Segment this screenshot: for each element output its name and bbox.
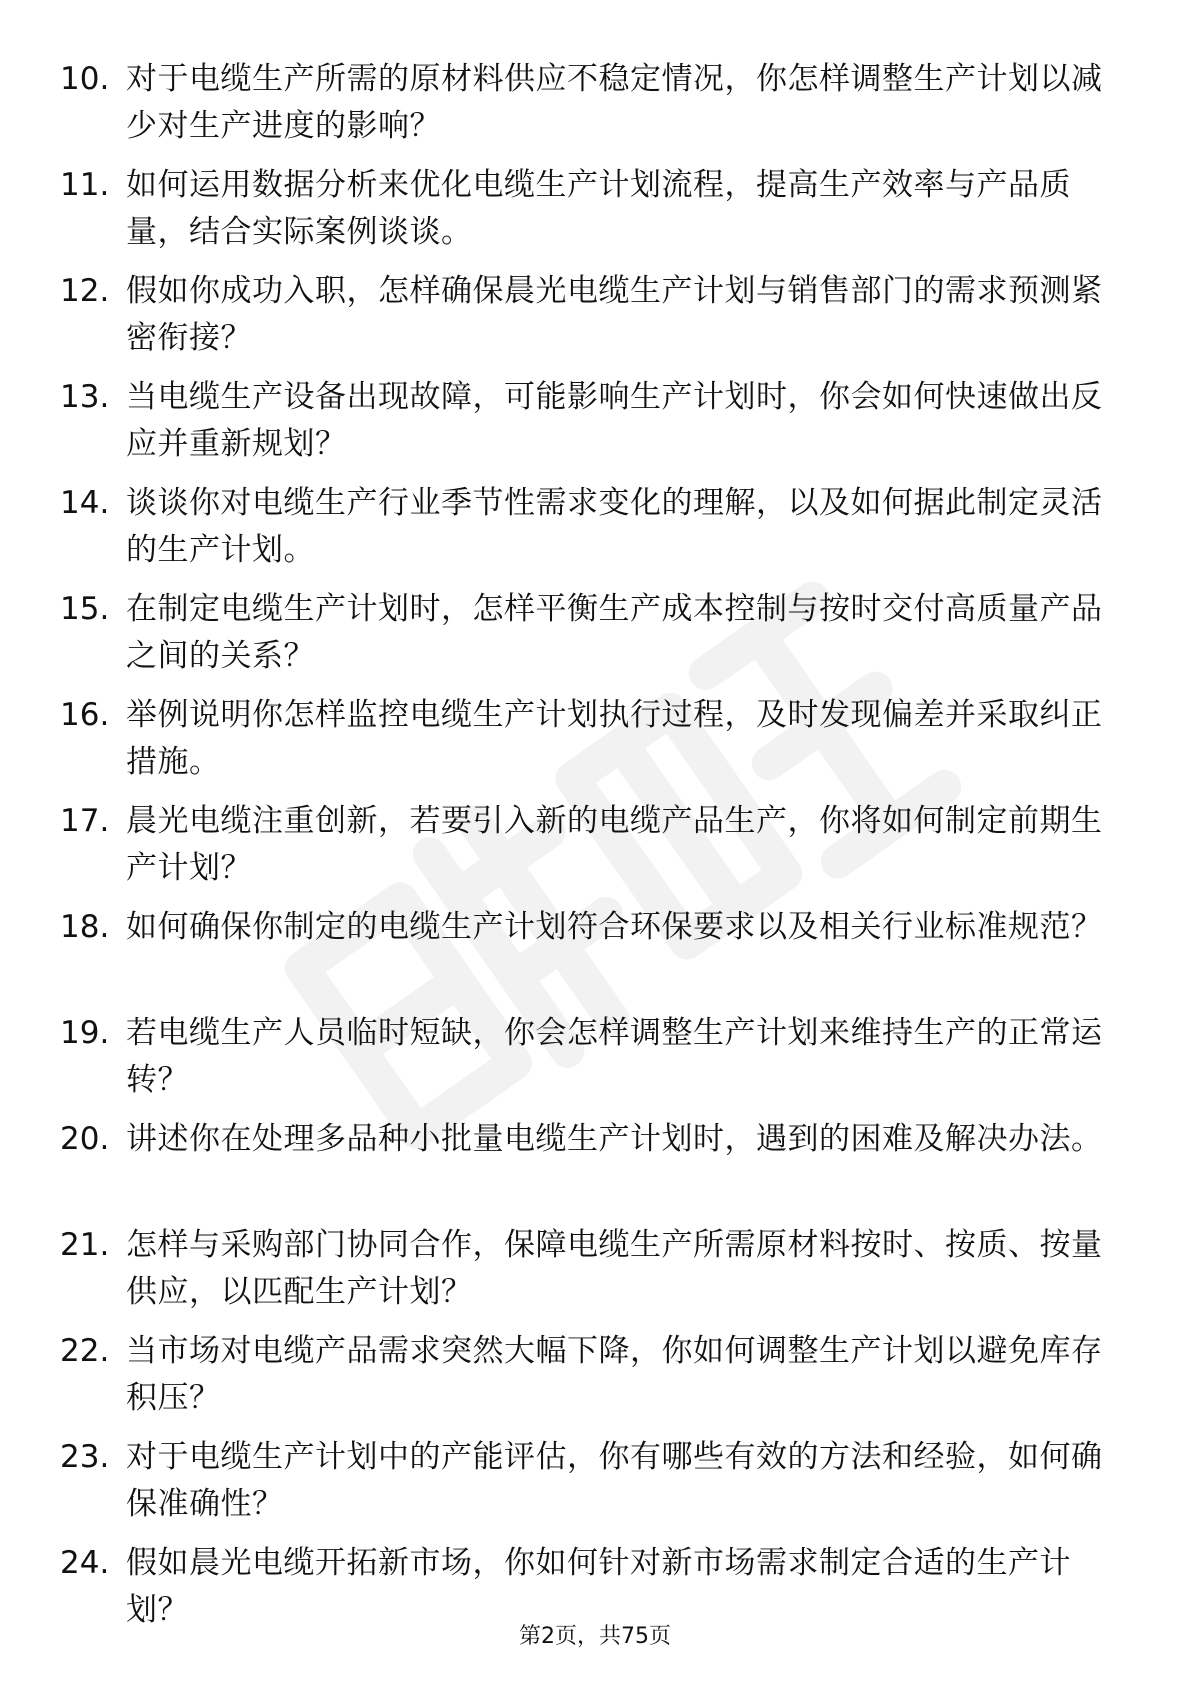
list-item — [60, 56, 1120, 162]
question-list — [60, 56, 1120, 1646]
question-text: 举例说明你怎样监控电缆生产计划执行过程，及时发现偏差并采取纠正措施。 — [126, 697, 1103, 780]
question-number: 18. — [60, 909, 110, 945]
list-item — [60, 374, 1120, 480]
list-item — [60, 586, 1120, 692]
question-text: 对于电缆生产所需的原材料供应不稳定情况，你怎样调整生产计划以减少对生产进度的影响？ — [126, 61, 1103, 144]
question-text: 对于电缆生产计划中的产能评估，你有哪些有效的方法和经验，如何确保准确性？ — [126, 1439, 1103, 1522]
page-number-label: 第2页，共75页 — [519, 1624, 671, 1649]
question-number: 12. — [60, 273, 110, 309]
question-text: 若电缆生产人员临时短缺，你会怎样调整生产计划来维持生产的正常运转？ — [126, 1015, 1103, 1098]
question-number: 22. — [60, 1333, 110, 1369]
question-number: 23. — [60, 1439, 110, 1475]
list-item — [60, 1222, 1120, 1328]
question-number: 11. — [60, 167, 110, 203]
question-text: 晨光电缆注重创新，若要引入新的电缆产品生产，你将如何制定前期生产计划？ — [126, 803, 1103, 886]
question-number: 21. — [60, 1227, 110, 1263]
question-number: 19. — [60, 1015, 110, 1051]
question-number: 15. — [60, 591, 110, 627]
question-number: 20. — [60, 1121, 110, 1157]
list-item — [60, 798, 1120, 904]
question-text: 讲述你在处理多品种小批量电缆生产计划时，遇到的困难及解决办法。 — [126, 1121, 1103, 1157]
question-number: 17. — [60, 803, 110, 839]
list-item — [60, 162, 1120, 268]
list-item — [60, 692, 1120, 798]
list-item — [60, 480, 1120, 586]
question-text: 假如你成功入职，怎样确保晨光电缆生产计划与销售部门的需求预测紧密衔接？ — [126, 273, 1103, 356]
list-item — [60, 1116, 1120, 1222]
question-text: 在制定电缆生产计划时，怎样平衡生产成本控制与按时交付高质量产品之间的关系？ — [126, 591, 1103, 674]
list-item — [60, 268, 1120, 374]
list-item — [60, 904, 1120, 1010]
question-text: 当电缆生产设备出现故障，可能影响生产计划时，你会如何快速做出反应并重新规划？ — [126, 379, 1103, 462]
question-text: 当市场对电缆产品需求突然大幅下降，你如何调整生产计划以避免库存积压？ — [126, 1333, 1103, 1416]
list-item — [60, 1434, 1120, 1540]
question-text: 如何运用数据分析来优化电缆生产计划流程，提高生产效率与产品质量，结合实际案例谈谈。 — [126, 167, 1071, 250]
page-footer — [0, 1622, 1190, 1652]
question-text: 谈谈你对电缆生产行业季节性需求变化的理解，以及如何据此制定灵活的生产计划。 — [126, 485, 1103, 568]
question-number: 10. — [60, 61, 110, 97]
question-number: 24. — [60, 1545, 110, 1581]
question-text: 如何确保你制定的电缆生产计划符合环保要求以及相关行业标准规范？ — [126, 909, 1103, 945]
question-number: 16. — [60, 697, 110, 733]
question-text: 怎样与采购部门协同合作，保障电缆生产所需原材料按时、按质、按量供应，以匹配生产计划？ — [126, 1227, 1103, 1310]
question-number: 13. — [60, 379, 110, 415]
question-text: 假如晨光电缆开拓新市场，你如何针对新市场需求制定合适的生产计划？ — [126, 1545, 1071, 1628]
list-item — [60, 1010, 1120, 1116]
list-item — [60, 1328, 1120, 1434]
question-number: 14. — [60, 485, 110, 521]
